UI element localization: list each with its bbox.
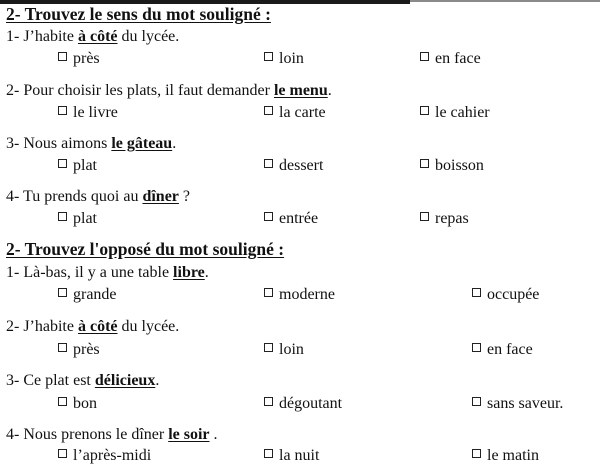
exercise1-q1-option-1[interactable] [58, 50, 100, 68]
exercise1-q1-option-2[interactable] [264, 50, 304, 68]
checkbox-icon[interactable] [58, 449, 67, 458]
exercise2-question-3 [6, 372, 159, 390]
underlined-keyword: le gâteau [111, 135, 173, 152]
exercise2-q3-option-2[interactable] [264, 395, 342, 413]
option-label: plat [73, 157, 97, 174]
underlined-keyword: libre [173, 264, 205, 281]
exercise1-q3-option-2[interactable] [264, 157, 323, 175]
checkbox-icon[interactable] [472, 397, 481, 406]
underlined-keyword: le soir [168, 426, 210, 443]
checkbox-icon[interactable] [58, 343, 67, 352]
question-text: ? [178, 188, 191, 205]
option-label: le cahier [435, 104, 490, 121]
option-label: entrée [279, 210, 319, 227]
checkbox-icon[interactable] [264, 449, 273, 458]
exercise1-question-3 [6, 135, 176, 153]
exercise1-q4-option-2[interactable] [264, 210, 318, 228]
checkbox-icon[interactable] [264, 288, 273, 297]
exercise2-q1-option-1[interactable] [58, 286, 117, 304]
option-label: la carte [279, 104, 326, 121]
checkbox-icon[interactable] [58, 288, 67, 297]
exercise2-q3-option-1[interactable] [58, 395, 97, 413]
option-label: repas [435, 210, 469, 227]
checkbox-icon[interactable] [264, 106, 273, 115]
checkbox-icon[interactable] [264, 159, 273, 168]
option-label: dessert [279, 157, 324, 174]
option-label: la nuit [279, 447, 320, 464]
exercise1-q2-option-2[interactable] [264, 104, 326, 122]
exercise1-q4-option-1[interactable] [58, 210, 97, 228]
exercise1-q3-option-3[interactable] [420, 157, 484, 175]
exercise2-q4-option-3[interactable] [472, 447, 539, 465]
underlined-keyword: dîner [142, 188, 179, 205]
exercise2-q1-option-3[interactable] [472, 286, 539, 304]
question-text: 4- Nous prenons le dîner [6, 426, 169, 443]
exercise1-q2-option-1[interactable] [58, 104, 118, 122]
option-label: en face [487, 341, 533, 358]
question-text: . [204, 264, 209, 281]
option-label: bon [73, 395, 97, 412]
underlined-keyword: à côté [77, 28, 118, 45]
exercise1-q4-option-3[interactable] [420, 210, 469, 228]
option-label: moderne [279, 286, 335, 303]
question-text: 1- J’habite [6, 28, 78, 45]
underlined-keyword: le menu [273, 82, 328, 99]
checkbox-icon[interactable] [58, 159, 67, 168]
checkbox-icon[interactable] [420, 106, 429, 115]
option-label: près [73, 50, 100, 67]
checkbox-icon[interactable] [264, 343, 273, 352]
option-label: grande [73, 286, 117, 303]
exercise2-q4-option-2[interactable] [264, 447, 319, 465]
checkbox-icon[interactable] [472, 343, 481, 352]
question-text: 3- Ce plat est [6, 372, 95, 389]
exercise2-q4-option-1[interactable] [58, 447, 151, 465]
checkbox-icon[interactable] [420, 212, 429, 221]
underlined-keyword: à côté [77, 318, 118, 335]
exercise1-question-1 [6, 28, 179, 46]
exercise2-title: 2- Trouvez l'opposé du mot souligné : [6, 239, 285, 259]
option-label: boisson [435, 157, 484, 174]
checkbox-icon[interactable] [420, 52, 429, 61]
checkbox-icon[interactable] [264, 212, 273, 221]
option-label: sans saveur. [487, 395, 564, 412]
question-text: 4- Tu prends quoi au [6, 188, 143, 205]
exercise1-q3-option-1[interactable] [58, 157, 97, 175]
question-text: . [327, 82, 332, 99]
checkbox-icon[interactable] [472, 449, 481, 458]
option-label: dégoutant [279, 395, 343, 412]
question-text: du lycée. [117, 28, 180, 45]
option-label: occupée [487, 286, 540, 303]
question-text: 2- J’habite [6, 318, 78, 335]
checkbox-icon[interactable] [58, 397, 67, 406]
checkbox-icon[interactable] [264, 52, 273, 61]
checkbox-icon[interactable] [420, 159, 429, 168]
option-label: l’après-midi [73, 447, 152, 464]
option-label: le matin [487, 447, 539, 464]
exercise2-q1-option-2[interactable] [264, 286, 335, 304]
option-label: loin [279, 341, 304, 358]
question-text: . [209, 426, 218, 443]
question-text: 1- Là-bas, il y a une table [6, 264, 174, 281]
exercise1-question-4 [6, 188, 190, 206]
exercise2-q2-option-2[interactable] [264, 341, 304, 359]
underlined-keyword: délicieux [94, 372, 156, 389]
option-label: le livre [73, 104, 118, 121]
top-border-light [410, 0, 600, 2]
option-label: près [73, 341, 100, 358]
exercise2-question-4 [6, 426, 218, 444]
option-label: en face [435, 50, 481, 67]
exercise1-title: 2- Trouvez le sens du mot souligné : [6, 4, 271, 24]
exercise2-q3-option-3[interactable] [472, 395, 563, 413]
exercise1-question-2 [6, 82, 332, 100]
checkbox-icon[interactable] [58, 212, 67, 221]
checkbox-icon[interactable] [472, 288, 481, 297]
question-text: 2- Pour choisir les plats, il faut demander [6, 82, 274, 99]
question-text: du lycée. [117, 318, 180, 335]
question-text: 3- Nous aimons [6, 135, 112, 152]
question-text: . [172, 135, 177, 152]
exercise2-question-1 [6, 264, 209, 282]
exercise1-q1-option-3[interactable] [420, 50, 481, 68]
exercise2-q2-option-1[interactable] [58, 341, 100, 359]
option-label: plat [73, 210, 97, 227]
checkbox-icon[interactable] [58, 106, 67, 115]
exercise2-q2-option-3[interactable] [472, 341, 533, 359]
exercise1-q2-option-3[interactable] [420, 104, 490, 122]
checkbox-icon[interactable] [264, 397, 273, 406]
checkbox-icon[interactable] [58, 52, 67, 61]
exercise2-question-2 [6, 318, 179, 336]
question-text: . [155, 372, 160, 389]
option-label: loin [279, 50, 304, 67]
